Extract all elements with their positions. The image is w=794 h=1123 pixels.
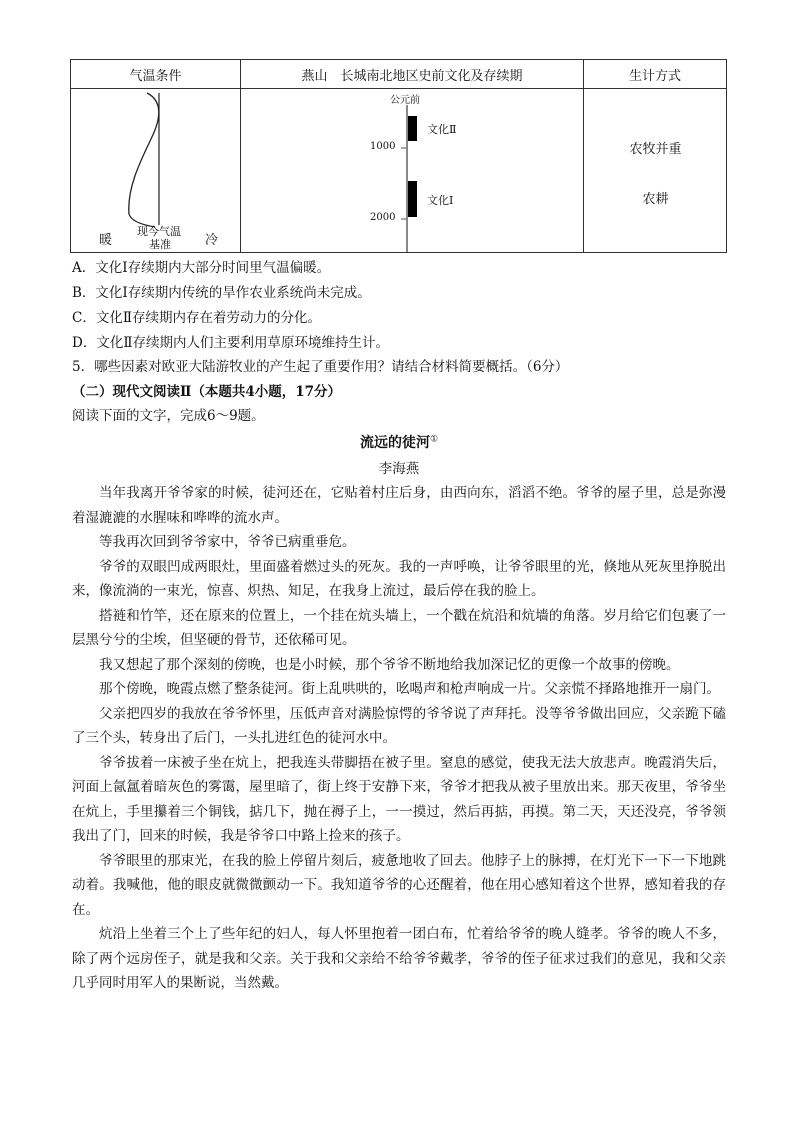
paragraph: 我又想起了那个深刻的傍晚，也是小时候，那个爷爷不断地给我加深记忆的更像一个故事的傍晚。	[99, 656, 680, 673]
baseline-label-1: 现今气温	[137, 225, 181, 238]
paragraph: 当年我离开爷爷家的时候，徒河还在，它贴着村庄后身，由西向东，滔滔不绝。爷爷的屋子里，总是弥漫着湿漉漉的水腥味和哗哗的流水声。	[72, 485, 726, 526]
section-heading: （二）现代文阅读Ⅱ（本题共4小题，17分）	[72, 384, 342, 400]
option-d: D．文化Ⅱ存续期内人们主要利用草原环境维持生计。	[72, 335, 389, 351]
livelihood-row1: 农牧并重	[629, 142, 682, 157]
option-b: B．文化Ⅰ存续期内传统的旱作农业系统尚未完成。	[72, 285, 371, 301]
footnote-mark: ①	[429, 434, 439, 445]
paragraph: 爷爷拔着一床被子坐在炕上，把我连头带脚捂在被子里。窒息的感觉，使我无法大放悲声。晚霞消失后，河面上氤氲着暗灰色的雾霭，屋里暗了，街上终于安静下来，爷爷才把我从被子里放出来。那天夜里，爷爷坐在炕上，手里攥着三个铜钱，掂几下，抛在褥子上，一一摸过，然后再掂，再摸。第二天，天还没亮，爷爷领我出了门，回来的时候，我是爷爷口中路上捡来的孩子。	[72, 754, 726, 844]
paragraph: 父亲把四岁的我放在爷爷怀里，压低声音对满脸惊愕的爷爷说了声拜托。没等爷爷做出回应，父亲跪下磕了三个头，转身出了后门，一头扎进红色的徒河水中。	[72, 705, 726, 746]
reading-instruction: 阅读下面的文字，完成6～9题。	[72, 408, 265, 424]
header-livelihood: 生计方式	[584, 60, 727, 89]
header-culture: 燕山 长城南北地区史前文化及存续期	[241, 60, 584, 89]
livelihood-row2: 农耕	[642, 192, 669, 207]
livelihood-cell	[584, 89, 727, 253]
temperature-cell	[71, 89, 241, 253]
article-body	[72, 481, 726, 996]
era-label: 公元前	[390, 95, 420, 106]
tick-1000-label: 1000	[370, 141, 396, 152]
baseline-label-2: 基准	[149, 238, 171, 251]
paragraph: 搭裢和竹竿，还在原来的位置上，一个挂在炕头墙上，一个戳在炕沿和炕墙的角落。岁月给它们包裹了一层黑兮兮的尘埃，但坚硬的骨节，还依稀可见。	[72, 607, 726, 648]
article-title-block	[72, 432, 726, 452]
header-temperature: 气温条件	[71, 60, 241, 89]
paragraph: 爷爷的双眼凹成两眼灶，里面盛着燃过头的死灰。我的一声呼唤，让爷爷眼里的光，倏地从死灰里挣脱出来，像流淌的一束光，惊喜、炽热、知足，在我身上流过，最后停在我的脸上。	[72, 558, 726, 599]
question-5: 5．哪些因素对欧亚大陆游牧业的产生起了重要作用？请结合材料简要概括。（6分）	[72, 359, 569, 375]
culture-1-label: 文化Ⅰ	[427, 194, 454, 207]
article-title: 流远的徒河	[359, 435, 430, 451]
paragraph: 那个傍晚，晚霞点燃了整条徒河。街上乱哄哄的，吆喝声和枪声响成一片。父亲慌不择路地推开一扇门。	[99, 681, 720, 697]
cold-label: 冷	[205, 233, 219, 248]
tick-2000-label: 2000	[370, 212, 396, 223]
timeline-cell	[241, 89, 584, 253]
option-c: C．文化Ⅱ存续期内存在着劳动力的分化。	[72, 310, 322, 326]
culture-2-label: 文化Ⅱ	[427, 123, 457, 136]
climate-culture-table	[70, 59, 727, 253]
paragraph: 等我再次回到爷爷家中，爷爷已病重垂危。	[99, 534, 356, 550]
article-author: 李海燕	[378, 461, 420, 477]
temperature-curve	[129, 93, 159, 227]
culture-1-bar	[408, 181, 417, 217]
option-a: A．文化Ⅰ存续期内大部分时间里气温偏暖。	[72, 260, 331, 276]
culture-timeline	[241, 89, 584, 252]
culture-2-bar	[408, 116, 417, 141]
paragraph: 爷爷眼里的那束光，在我的脸上停留片刻后，疲惫地收了回去。他脖子上的脉搏，在灯光下一下一下地跳动着。我喊他，他的眼皮就微微颤动一下。我知道爷爷的心还醒着，他在用心感知着这个世界，感知着我的存在。	[72, 852, 726, 918]
paragraph: 炕沿上坐着三个上了些年纪的妇人，每人怀里抱着一团白布，忙着给爷爷的晚人缝孝。爷爷的晚人不多，除了两个远房侄子，就是我和父亲。关于我和父亲给不给爷爷戴孝，爷爷的侄子征求过我们的意见，我和父亲几乎同时用军人的果断说，当然戴。	[72, 926, 726, 991]
warm-label: 暖	[99, 233, 113, 248]
